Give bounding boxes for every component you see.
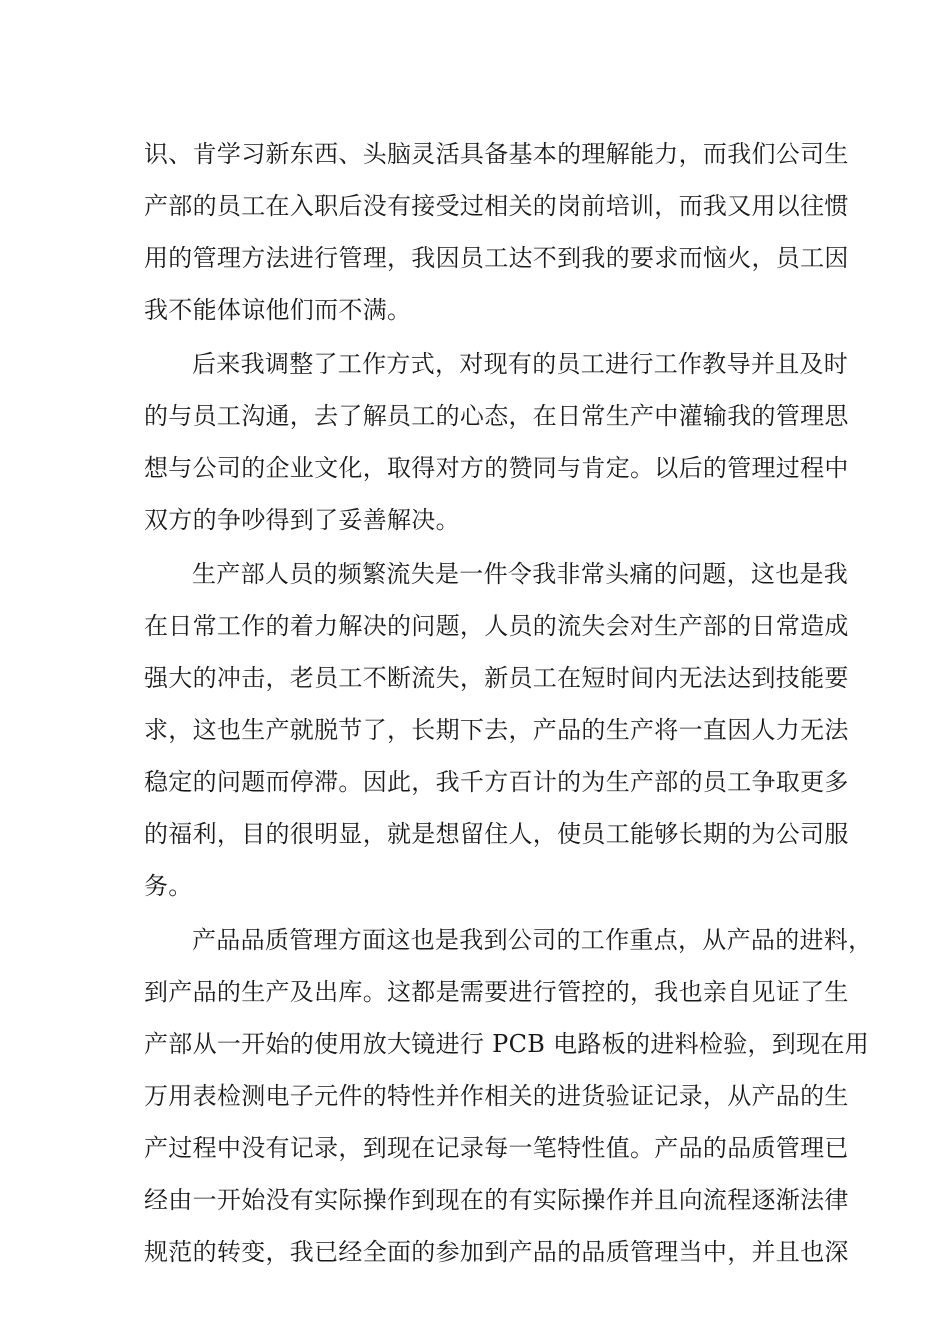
text-line: 规范的转变，我已经全面的参加到产品的品质管理当中，并且也深 — [144, 1238, 849, 1266]
text-line: 的福利，目的很明显，就是想留住人，使员工能够长期的为公司服 — [144, 820, 849, 848]
paragraph-first-line: 后来我调整了工作方式，对现有的员工进行工作教导并且及时 — [192, 350, 849, 378]
text-line: 经由一开始没有实际操作到现在的有实际操作并且向流程逐渐法律 — [144, 1186, 849, 1214]
text-line: 用的管理方法进行管理，我因员工达不到我的要求而恼火，员工因 — [144, 244, 849, 272]
text-line: 识、肯学习新东西、头脑灵活具备基本的理解能力，而我们公司生 — [144, 140, 849, 168]
text-line: 产部从一开始的使用放大镜进行 PCB 电路板的进料检验，到现在用 — [144, 1030, 870, 1058]
paragraph-first-line: 生产部人员的频繁流失是一件令我非常头痛的问题，这也是我 — [192, 560, 849, 588]
paragraph-first-line: 产品品质管理方面这也是我到公司的工作重点，从产品的进料， — [192, 926, 873, 954]
text-line: 在日常工作的着力解决的问题，人员的流失会对生产部的日常造成 — [144, 612, 849, 640]
text-line: 强大的冲击，老员工不断流失，新员工在短时间内无法达到技能要 — [144, 664, 849, 692]
text-line: 双方的争吵得到了妥善解决。 — [144, 506, 460, 534]
text-line: 产过程中没有记录，到现在记录每一笔特性值。产品的品质管理已 — [144, 1134, 849, 1162]
text-line: 我不能体谅他们而不满。 — [144, 296, 412, 324]
text-line: 稳定的问题而停滞。因此，我千方百计的为生产部的员工争取更多 — [144, 768, 849, 796]
text-line: 务。 — [144, 872, 193, 900]
text-line: 想与公司的企业文化，取得对方的赞同与肯定。以后的管理过程中 — [144, 454, 849, 482]
text-line: 求，这也生产就脱节了，长期下去，产品的生产将一直因人力无法 — [144, 716, 849, 744]
text-line: 万用表检测电子元件的特性并作相关的进货验证记录，从产品的生 — [144, 1082, 849, 1110]
text-line: 到产品的生产及出库。这都是需要进行管控的，我也亲自见证了生 — [144, 978, 849, 1006]
text-line: 产部的员工在入职后没有接受过相关的岗前培训，而我又用以往惯 — [144, 192, 849, 220]
text-line: 的与员工沟通，去了解员工的心态，在日常生产中灌输我的管理思 — [144, 402, 849, 430]
